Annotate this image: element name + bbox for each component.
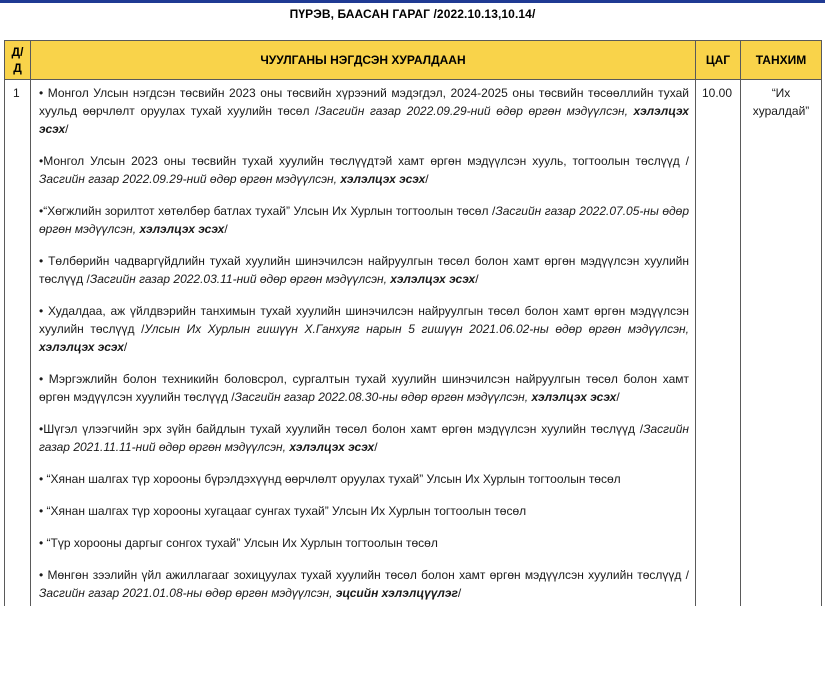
top-accent-bar — [0, 0, 825, 3]
agenda-item — [31, 152, 695, 188]
agenda-item-text: • Төлбөрийн чадваргүйдлийн тухай хуулийн шинэчилсэн найруулгын төсөл болон хамт өргөн мэдүүлсэн хуулийн төслүүд / — [39, 254, 689, 286]
agenda-item-tail: / — [224, 222, 228, 236]
agenda-item-tail: / — [65, 122, 69, 136]
agenda-list — [31, 84, 695, 602]
agenda-item-text: • “Түр хорооны даргыг сонгох тухай” Улсын Их Хурлын тогтоолын төсөл — [39, 536, 438, 550]
col-header-number-label: Д/ Д — [11, 45, 24, 75]
agenda-item — [31, 84, 695, 138]
col-header-agenda: ЧУУЛГАНЫ НЭГДСЭН ХУРАЛДААН — [31, 41, 696, 80]
col-header-time: ЦАГ — [696, 41, 741, 80]
agenda-item-tail: / — [425, 172, 429, 186]
agenda-item-status: хэлэлцэх эсэх — [390, 272, 476, 286]
agenda-item-status: хэлэлцэх эсэх — [289, 440, 375, 454]
agenda-item-source: Засгийн газар 2022.09.29-ний өдөр өргөн мэдүүлсэн, — [39, 172, 341, 186]
agenda-item — [31, 502, 695, 520]
col-header-number — [5, 41, 31, 80]
agenda-item-text: •Монгол Улсын 2023 оны төсвийн тухай хуулийн төслүүдтэй хамт өргөн мэдүүлсэн хууль, тогтоолын төслүүд / — [39, 154, 689, 168]
agenda-item-status: хэлэлцэх эсэх — [39, 340, 124, 354]
agenda-item-text: •“Хөгжлийн зорилтот хөтөлбөр батлах тухай” Улсын Их Хурлын тогтоолын төсөл / — [39, 204, 496, 218]
agenda-item — [31, 252, 695, 288]
agenda-item-status: эцсийн хэлэлцүүлэг — [335, 586, 458, 600]
agenda-item-tail: / — [475, 272, 479, 286]
agenda-item-status: хэлэлцэх эсэх — [139, 222, 225, 236]
agenda-item-text: • “Хянан шалгах түр хорооны хугацааг сунгах тухай” Улсын Их Хурлын тогтоолын төсөл — [39, 504, 527, 518]
agenda-item — [31, 566, 695, 602]
agenda-item — [31, 470, 695, 488]
row-room: “Их хуралдай” — [741, 80, 822, 607]
agenda-item-status: хэлэлцэх эсэх — [531, 390, 617, 404]
agenda-item-source: Засгийн газар 2022.08.30-ны өдөр өргөн мэдүүлсэн, — [234, 390, 532, 404]
agenda-item-source: Засгийн газар 2022.03.11-ний өдөр өргөн мэдүүлсэн, — [89, 272, 391, 286]
agenda-item-source: Засгийн газар 2022.09.29-ний өдөр өргөн мэдүүлсэн, — [318, 104, 634, 118]
agenda-item-text: • Монгол Улсын нэгдсэн төсвийн 2023 оны төсвийн хүрээний мэдэгдэл, 2024-2025 оны төсвийн төсөөллийн тухай хуульд өөрчлөлт оруулах тухай хуулийн төсөл / — [39, 86, 689, 118]
agenda-item-source: Улсын Их Хурлын гишүүн Х.Ганхуяг нарын 5 гишүүн 2021.06.02-ны өдөр өргөн мэдүүлсэн, — [144, 322, 689, 336]
agenda-item — [31, 420, 695, 456]
row-number: 1 — [5, 80, 31, 607]
agenda-item-tail: / — [374, 440, 378, 454]
table-header-row — [5, 41, 822, 80]
agenda-item — [31, 370, 695, 406]
agenda-item-text: • “Хянан шалгах түр хорооны бүрэлдэхүүнд өөрчлөлт оруулах тухай” Улсын Их Хурлын тогтоолын төсөл — [39, 472, 621, 486]
agenda-item — [31, 302, 695, 356]
col-header-room: ТАНХИМ — [741, 41, 822, 80]
agenda-item-tail: / — [457, 586, 462, 600]
agenda-item-status: хэлэлцэх эсэх — [39, 104, 689, 136]
agenda-item-text: • Мэргэжлийн болон техникийн боловсрол, сургалтын тухай хуулийн шинэчилсэн найруулгын төсөл болон хамт өргөн мэдүүлсэн хуулийн төслүүд / — [39, 372, 689, 404]
agenda-item-status: хэлэлцэх эсэх — [340, 172, 426, 186]
agenda-item — [31, 202, 695, 238]
agenda-table — [4, 40, 822, 606]
agenda-item-tail: / — [616, 390, 620, 404]
agenda-item — [31, 534, 695, 552]
agenda-item-text: • Худалдаа, аж үйлдвэрийн танхимын тухай хуулийн шинэчилсэн найруулгын төсөл болон хамт өргөн мэдүүлсэн хуулийн төслүүд / — [39, 304, 689, 336]
agenda-item-source: Засгийн газар 2021.11.11-ний өдөр өргөн мэдүүлсэн, — [39, 422, 689, 454]
agenda-item-source: Засгийн газар 2021.01.08-ны өдөр өргөн мэдүүлсэн, — [39, 586, 336, 600]
page-title: ПҮРЭВ, БААСАН ГАРАГ /2022.10.13,10.14/ — [289, 7, 536, 21]
agenda-item-source: Засгийн газар 2022.07.05-ны өдөр өргөн мэдүүлсэн, — [39, 204, 689, 236]
agenda-item-text: • Мөнгөн зээлийн үйл ажиллагааг зохицуулах тухай хуулийн төсөл болон хамт өргөн мэдүүлсэн хуулийн төслүүд / — [39, 568, 689, 582]
agenda-item-tail: / — [123, 340, 128, 354]
row-time: 10.00 — [696, 80, 741, 607]
table-row — [5, 80, 822, 607]
agenda-item-text: •Шүгэл үлээгчийн эрх зүйн байдлын тухай хуулийн төсөл болон хамт өргөн мэдүүлсэн хуулийн төслүүд / — [39, 422, 644, 436]
agenda-cell — [31, 80, 696, 607]
